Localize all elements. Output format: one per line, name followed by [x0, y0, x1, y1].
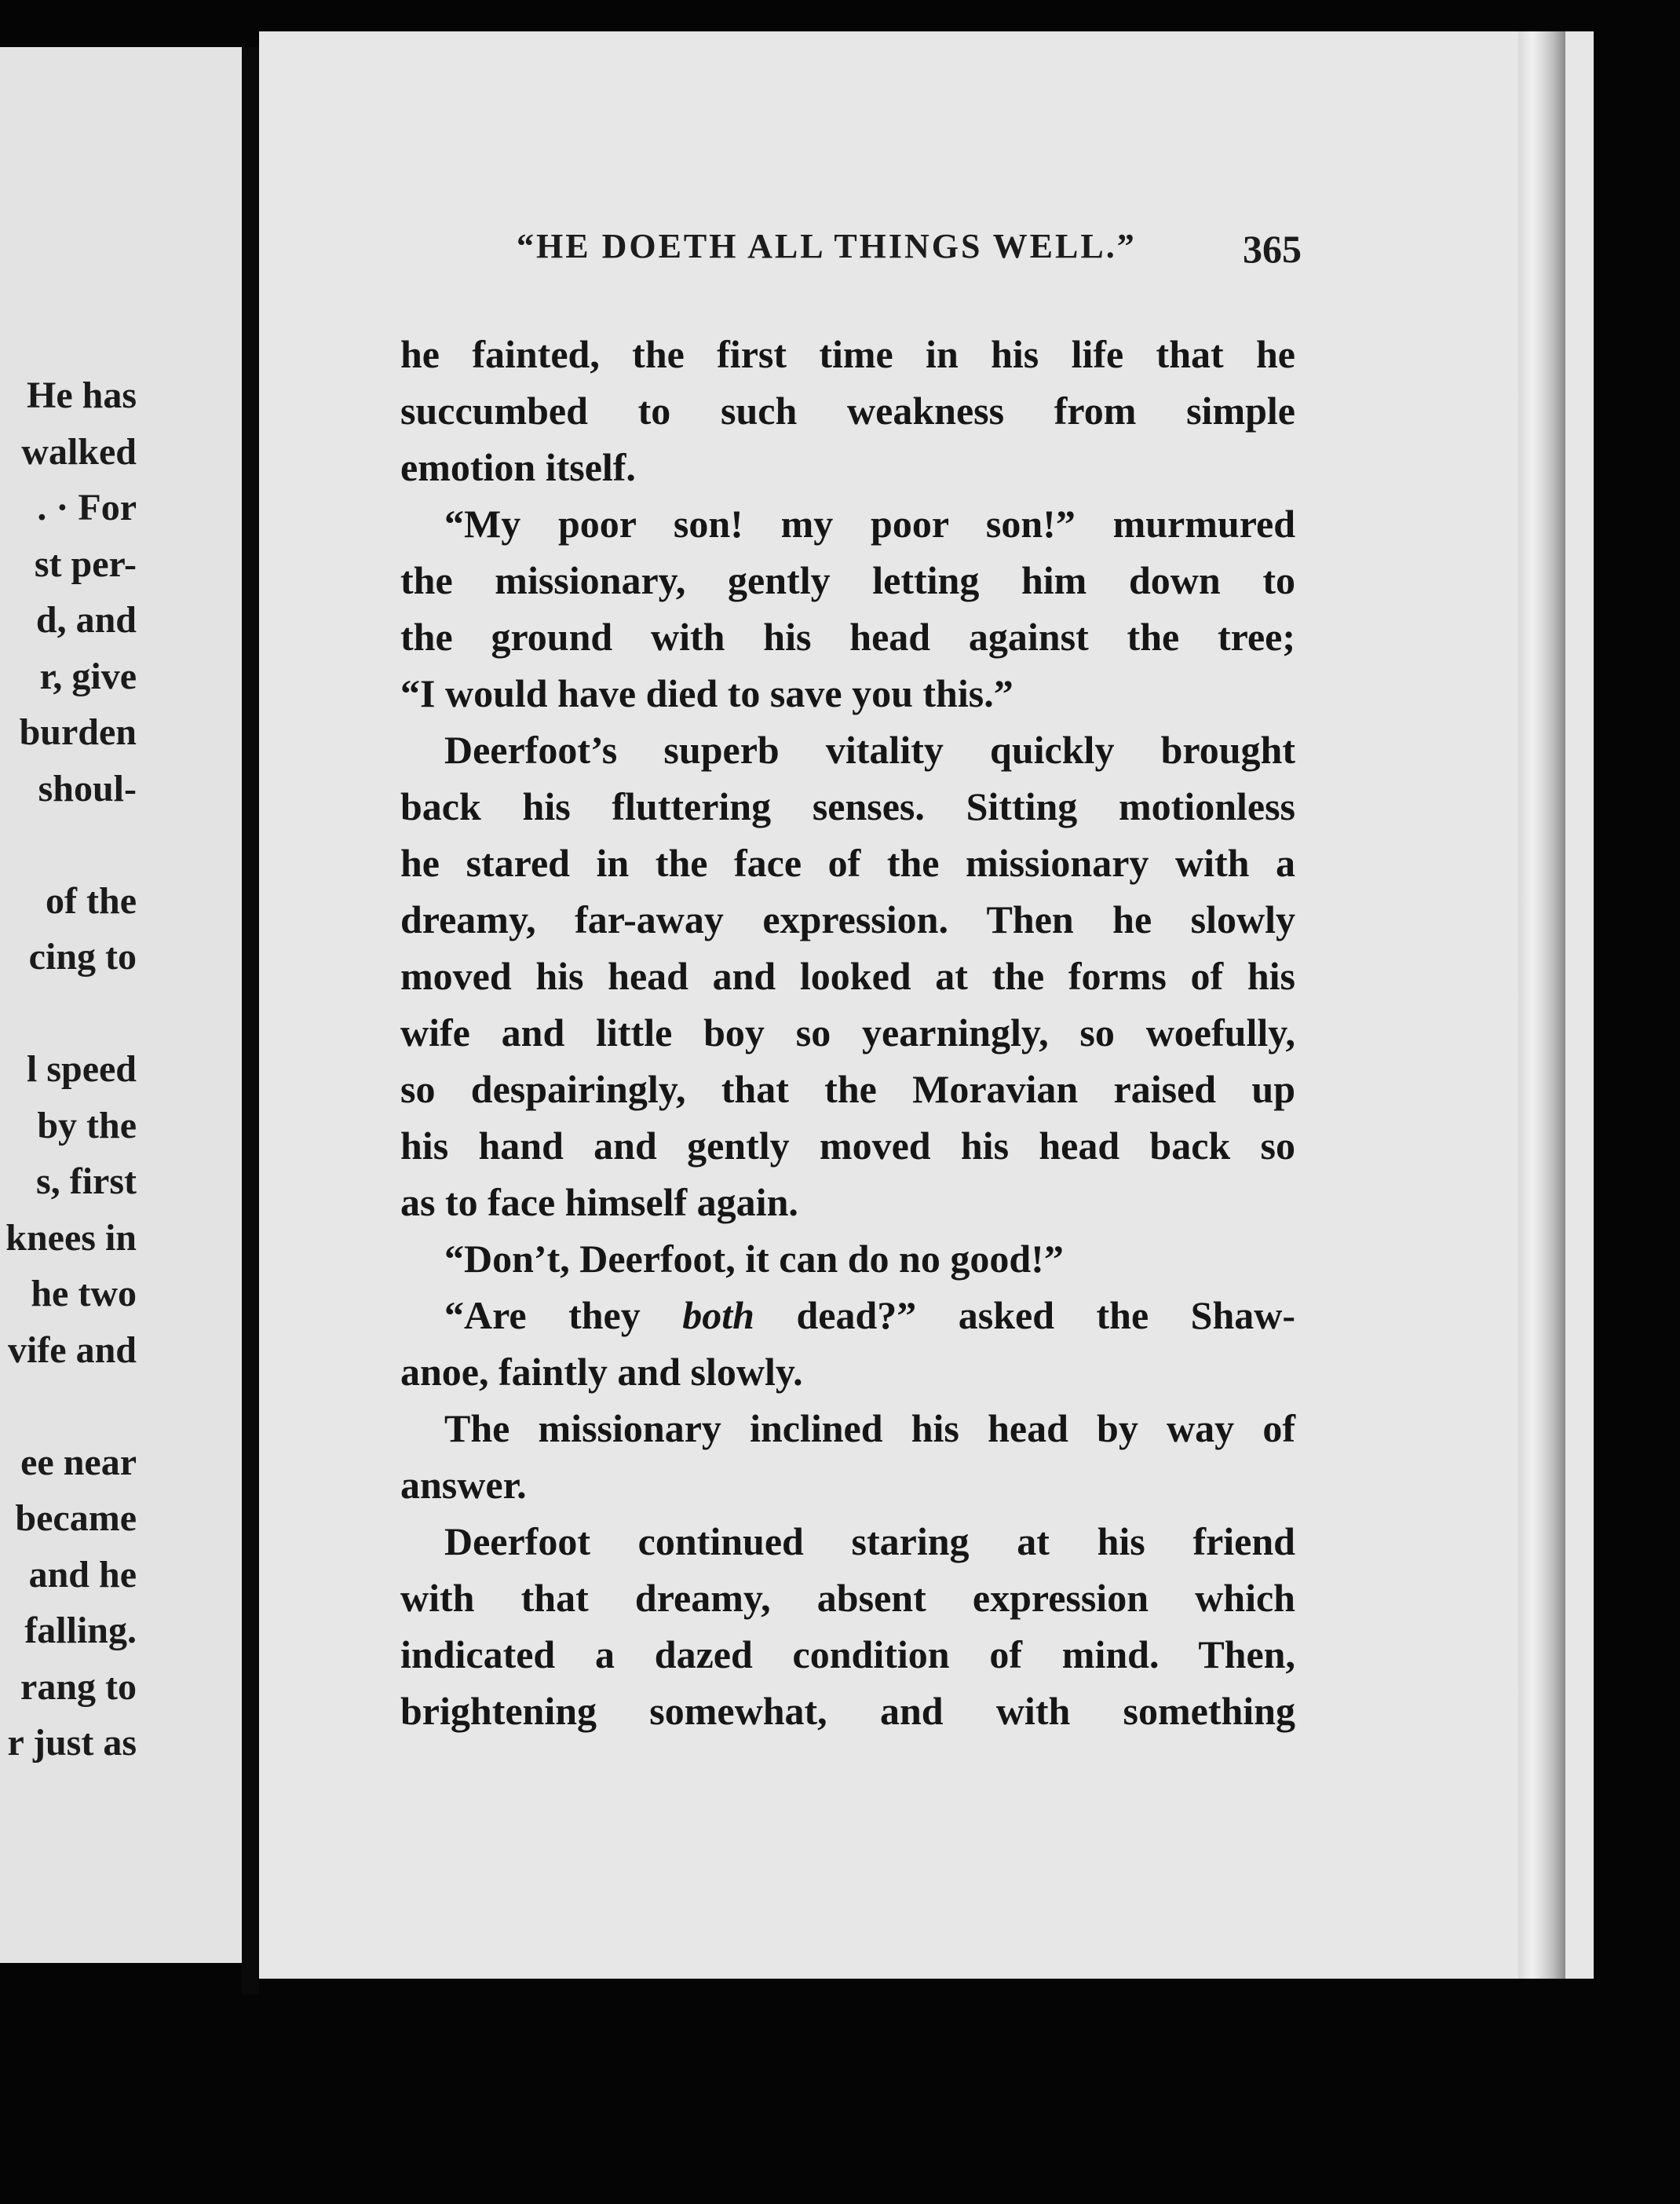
page-edge — [1518, 31, 1565, 1979]
left-text-line: st per- — [34, 543, 137, 585]
left-text-line: knees in — [5, 1216, 137, 1259]
left-text-line: . · For — [37, 487, 137, 528]
text-line: with that dreamy, absent expression which — [400, 1576, 1295, 1620]
left-text-line: d, and — [35, 599, 137, 641]
text-line: “My poor son! my poor son!” murmured — [444, 502, 1295, 546]
left-text-line — [0, 817, 137, 873]
text-line: wife and little boy so yearningly, so woefully, — [400, 1011, 1295, 1054]
left-text-line: ee near — [20, 1441, 137, 1483]
text-line: the ground with his head against the tree; — [400, 615, 1295, 659]
running-head-title: “HE DOETH ALL THINGS WELL.” — [517, 227, 1137, 265]
text-line: back his fluttering senses. Sitting motionless — [400, 784, 1295, 828]
left-text-line: falling. — [24, 1610, 137, 1651]
left-text-line: vife and — [7, 1329, 137, 1371]
text-line: answer. — [400, 1463, 527, 1507]
text-fragment: dead?” asked the Shaw- — [796, 1293, 1296, 1337]
text-line: anoe, faintly and slowly. — [400, 1350, 803, 1394]
text-line: as to face himself again. — [400, 1180, 798, 1224]
text-line: indicated a dazed condition of mind. Then, — [400, 1632, 1295, 1676]
body-text — [400, 326, 1295, 1739]
left-text-line: shoul- — [38, 767, 137, 810]
text-line: “I would have died to save you this.” — [400, 671, 1013, 715]
right-page — [259, 31, 1594, 1979]
text-line: moved his head and looked at the forms of his — [400, 954, 1295, 998]
text-line: succumbed to such weakness from simple — [400, 389, 1295, 433]
left-text-line: burden — [19, 711, 137, 753]
text-line: emotion itself. — [400, 445, 636, 489]
text-line: Deerfoot’s superb vitality quickly brought — [444, 728, 1295, 772]
left-text-line — [0, 985, 137, 1042]
text-line: The missionary inclined his head by way of — [444, 1406, 1295, 1450]
left-text-line: r, give — [39, 655, 137, 697]
left-text-line: cing to — [28, 936, 137, 978]
text-line: the missionary, gently letting him down to — [400, 558, 1295, 602]
text-line: Deerfoot continued staring at his friend — [444, 1519, 1295, 1563]
italic-emphasis: both — [682, 1293, 754, 1337]
left-text-line: he two — [31, 1273, 137, 1314]
left-text-line: became — [15, 1497, 137, 1539]
left-text-line: and he — [28, 1553, 137, 1595]
left-text-line: of the — [46, 879, 137, 922]
text-line: brightening somewhat, and with something — [400, 1689, 1295, 1733]
left-text-line — [0, 1378, 137, 1435]
left-text-line: walked — [21, 430, 137, 473]
text-line: he stared in the face of the missionary with a — [400, 841, 1295, 885]
left-text-line: l speed — [26, 1048, 137, 1090]
page-number: 365 — [1243, 227, 1302, 271]
text-line: “Don’t, Deerfoot, it can do no good!” — [444, 1237, 1064, 1281]
text-line: dreamy, far-away expression. Then he slowly — [400, 897, 1295, 941]
text-fragment: “Are they — [444, 1293, 641, 1337]
left-facing-page — [0, 47, 242, 1963]
left-text-line: He has — [26, 375, 137, 416]
left-text-line: rang to — [20, 1665, 137, 1708]
text-line: his hand and gently moved his head back so — [400, 1124, 1295, 1168]
left-page-text — [0, 367, 137, 1771]
book-gutter — [242, 47, 259, 1994]
left-text-line: by the — [37, 1104, 137, 1146]
running-head — [517, 226, 1537, 289]
left-text-line: s, first — [36, 1160, 137, 1202]
left-text-line: r just as — [7, 1722, 137, 1764]
text-line: so despairingly, that the Moravian raised up — [400, 1067, 1295, 1111]
text-line: he fainted, the first time in his life that he — [400, 332, 1295, 376]
text-line — [400, 1287, 1295, 1343]
